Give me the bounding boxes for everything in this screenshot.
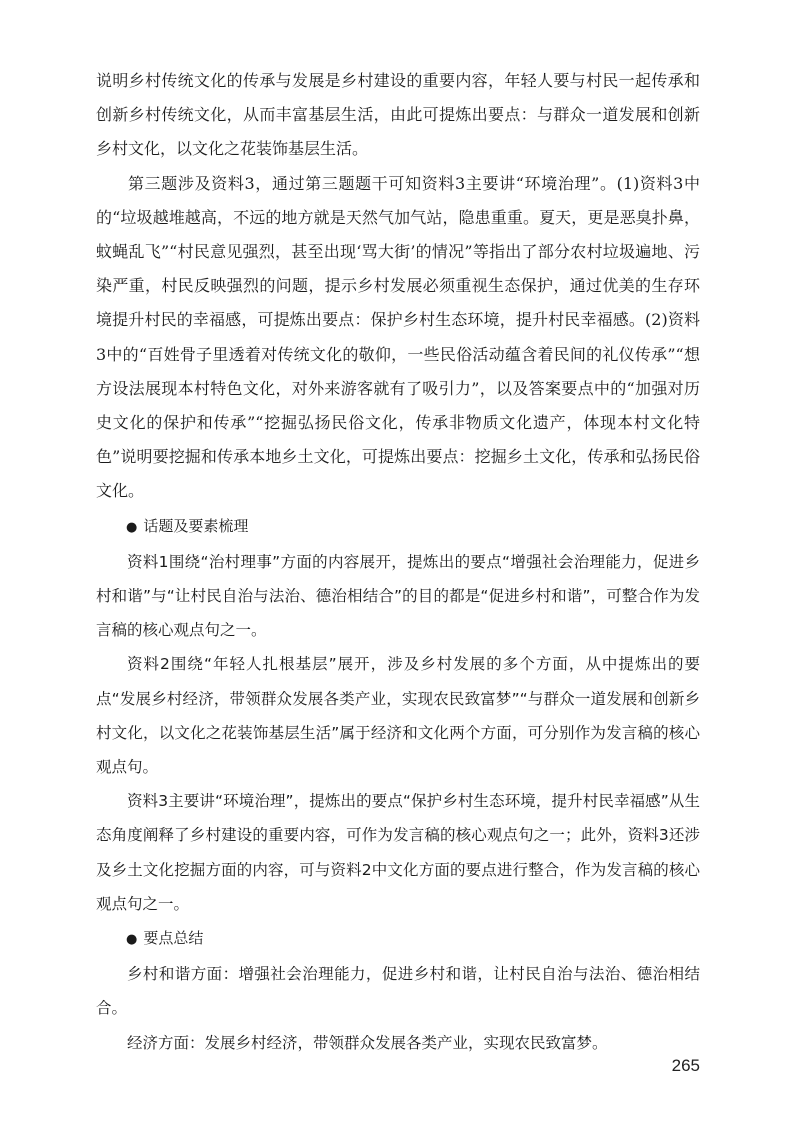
paragraph-continued: 说明乡村传统文化的传承与发展是乡村建设的重要内容，年轻人要与村民一起传承和创新乡村传统文化，从而丰富基层生活，由此可提炼出要点：与群众一道发展和创新乡村文化，以文化之花装饰基层生活。: [96, 71, 700, 159]
bullet-icon: ●: [126, 519, 138, 535]
body-text: [96, 64, 700, 1060]
page-number: 265: [671, 1056, 700, 1075]
heading-summary-label: 要点总结: [143, 929, 204, 948]
heading-summary: [96, 921, 700, 957]
paragraph-topic-2: 资料2围绕“年轻人扎根基层”展开，涉及乡村发展的多个方面，从中提炼出的要点“发展乡村经济，带领群众发展各类产业，实现农民致富梦”“与群众一道发展和创新乡村文化，以文化之花装饰基层生活”属于经济和文化两个方面，可分别作为发言稿的核心观点句。: [96, 655, 700, 777]
paragraph-summary-2: 经济方面：发展乡村经济，带领群众发展各类产业，实现农民致富梦。: [127, 1033, 608, 1052]
heading-topics: [96, 509, 700, 545]
paragraph-summary-1: 乡村和谐方面：增强社会治理能力，促进乡村和谐，让村民自治与法治、德治相结合。: [96, 965, 700, 1018]
bullet-icon: ●: [126, 932, 138, 948]
paragraph-topic-1: 资料1围绕“治村理事”方面的内容展开，提炼出的要点“增强社会治理能力，促进乡村和谐”与“让村民自治与法治、德治相结合”的目的都是“促进乡村和谐”，可整合作为发言稿的核心观点句之一。: [96, 552, 700, 640]
heading-topics-label: 话题及要素梳理: [143, 516, 249, 535]
paragraph-topic-3: 资料3主要讲“环境治理”，提炼出的要点“保护乡村生态环境，提升村民幸福感”从生态角度阐释了乡村建设的重要内容，可作为发言稿的核心观点句之一；此外，资料3还涉及乡土文化挖掘方面的内容，可与资料2中文化方面的要点进行整合，作为发言稿的核心观点句之一。: [96, 792, 700, 913]
paragraph-question-3: 第三题涉及资料3，通过第三题题干可知资料3主要讲“环境治理”。(1)资料3中的“垃圾越堆越高，不远的地方就是天然气加气站，隐患重重。夏天，更是恶臭扑鼻，蚊蝇乱飞”“村民意见强烈，甚至出现‘骂大街’的情况”等指出了部分农村垃圾遍地、污染严重，村民反映强烈的问题，提示乡村发展必须重视生态保护，通过优美的生存环境提升村民的幸福感，可提炼出要点：保护乡村生态环境，提升村民幸福感。(2)资料3中的“百姓骨子里透着对传统文化的敬仰，一些民俗活动蕴含着民间的礼仪传承”“想方设法展现本村特色文化，对外来游客就有了吸引力”，以及答案要点中的“加强对历史文化的保护和传承”“挖掘弘扬民俗文化，传承非物质文化遗产，体现本村文化特色”说明要挖掘和传承本地乡土文化，可提炼出要点：挖掘乡土文化，传承和弘扬民俗文化。: [96, 173, 700, 501]
